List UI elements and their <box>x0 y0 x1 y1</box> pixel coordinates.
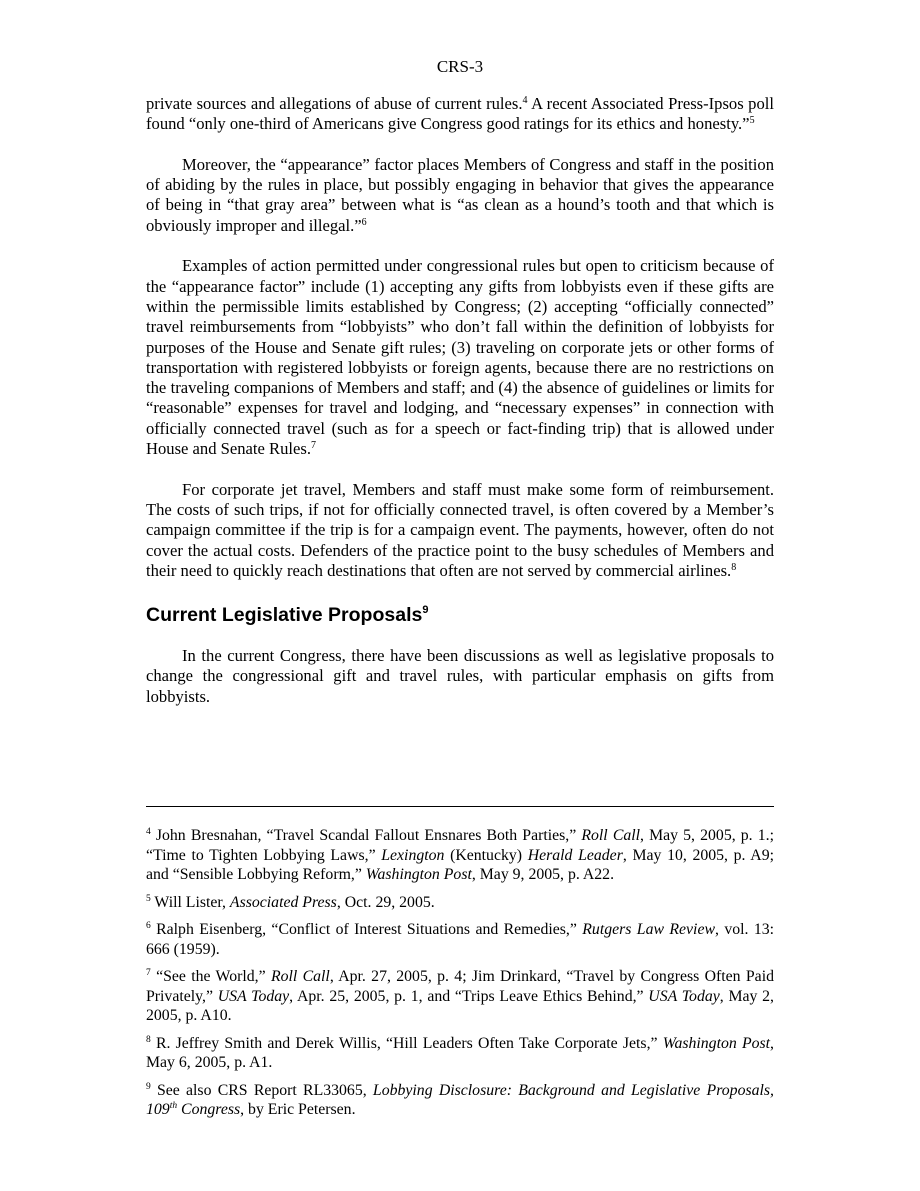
footnote-ref[interactable]: 6 <box>361 216 367 228</box>
section-heading: Current Legislative Proposals$^9$ <box>146 604 429 627</box>
paragraph-2: Moreover, the “appearance” factor places Members of Congress and staff in the position of abiding by the rules in place, but possibly engaging in behavior that gives the appearance of being in “that gray area” between what is “as clean as a hound’s tooth and that which is obviously improper and illegal.”$^6$ <box>146 154 774 235</box>
footnote-5: $^5$ Will Lister, Associated Press, Oct. 29, 2005. <box>146 893 435 911</box>
footnote-6: $^6$ Ralph Eisenberg, “Conflict of Interest Situations and Remedies,” Rutgers Law Review, vol. 13: 666 (1959). <box>146 921 775 958</box>
page-number: CRS-3 <box>436 57 484 76</box>
footnote-7: $^7$ “See the World,” Roll Call, Apr. 27, 2005, p. 4; Jim Drinkard, “Travel by Congress Often Paid Privately,” USA Today, Apr. 25, 2005, p. 1, and “Trips Leave Ethics Behind,” USA Today, May 2, 2005, p. A10. <box>146 968 774 1024</box>
footnote-ref[interactable]: 8 <box>731 561 737 573</box>
paragraph-4: For corporate jet travel, Members and staff must make some form of reimbursement. The costs of such trips, if not for officially connected travel, is often covered by a Member’s campaign committee if the trip is for a campaign event. The payments, however, often do not cover the actual costs. Defenders of the practice point to the busy schedules of Members and their need to quickly reach destinations that often are not served by commercial airlines.$^8$ <box>146 479 774 580</box>
footnote-divider <box>146 806 774 807</box>
footnote-9: $^9$ See also CRS Report RL33065, Lobbying Disclosure: Background and Legislative Proposals, 109th Congress, by Eric Petersen. <box>146 1081 774 1118</box>
paragraph-3: Examples of action permitted under congressional rules but open to criticism because of the “appearance factor” include (1) accepting any gifts from lobbyists even if these gifts are within the permissible limits established by Congress; (2) accepting “officially connected” travel reimbursements from “lobbyists” who don’t fall within the definition of lobbyists for purposes of the House and Senate gift rules; (3) traveling on corporate jets or other forms of transportation with registered lobbyists or foreign agents, because there are no restrictions on the traveling companions of Members and staff; and (4) the absence of guidelines or limits for “reasonable” expenses for travel and lodging, and “necessary expenses” in connection with officially connected travel (such as for a speech or fact-finding trip) that is allowed under House and Senate Rules.$^7$ <box>146 256 774 459</box>
main-body <box>146 94 774 707</box>
footnote-ref[interactable]: 7 <box>310 440 316 452</box>
footnote-4: $^4$ John Bresnahan, “Travel Scandal Fallout Ensnares Both Parties,” Roll Call, May 5, 2005, p. 1.; “Time to Tighten Lobbying Laws,” Lexington (Kentucky) Herald Leader, May 10, 2005, p. A9; and “Sensible Lobbying Reform,” Washington Post, May 9, 2005, p. A22. <box>146 827 774 883</box>
footnotes <box>146 826 774 1128</box>
paragraph-5: In the current Congress, there have been discussions as well as legislative proposals to change the congressional gift and travel rules, with particular emphasis on gifts from lobbyists. <box>146 646 774 706</box>
footnote-8: $^8$ R. Jeffrey Smith and Derek Willis, “Hill Leaders Often Take Corporate Jets,” Washington Post, May 6, 2005, p. A1. <box>146 1034 774 1071</box>
paragraph-1: private sources and allegations of abuse of current rules.$^4$ A recent Associated Press-Ipsos poll found “only one-third of Americans give Congress good ratings for its ethics and honesty.”$^5$ <box>146 94 775 134</box>
footnote-ref[interactable]: 4 <box>522 95 528 106</box>
footnote-ref[interactable]: 9 <box>422 604 429 617</box>
footnote-ref[interactable]: 5 <box>749 115 755 127</box>
